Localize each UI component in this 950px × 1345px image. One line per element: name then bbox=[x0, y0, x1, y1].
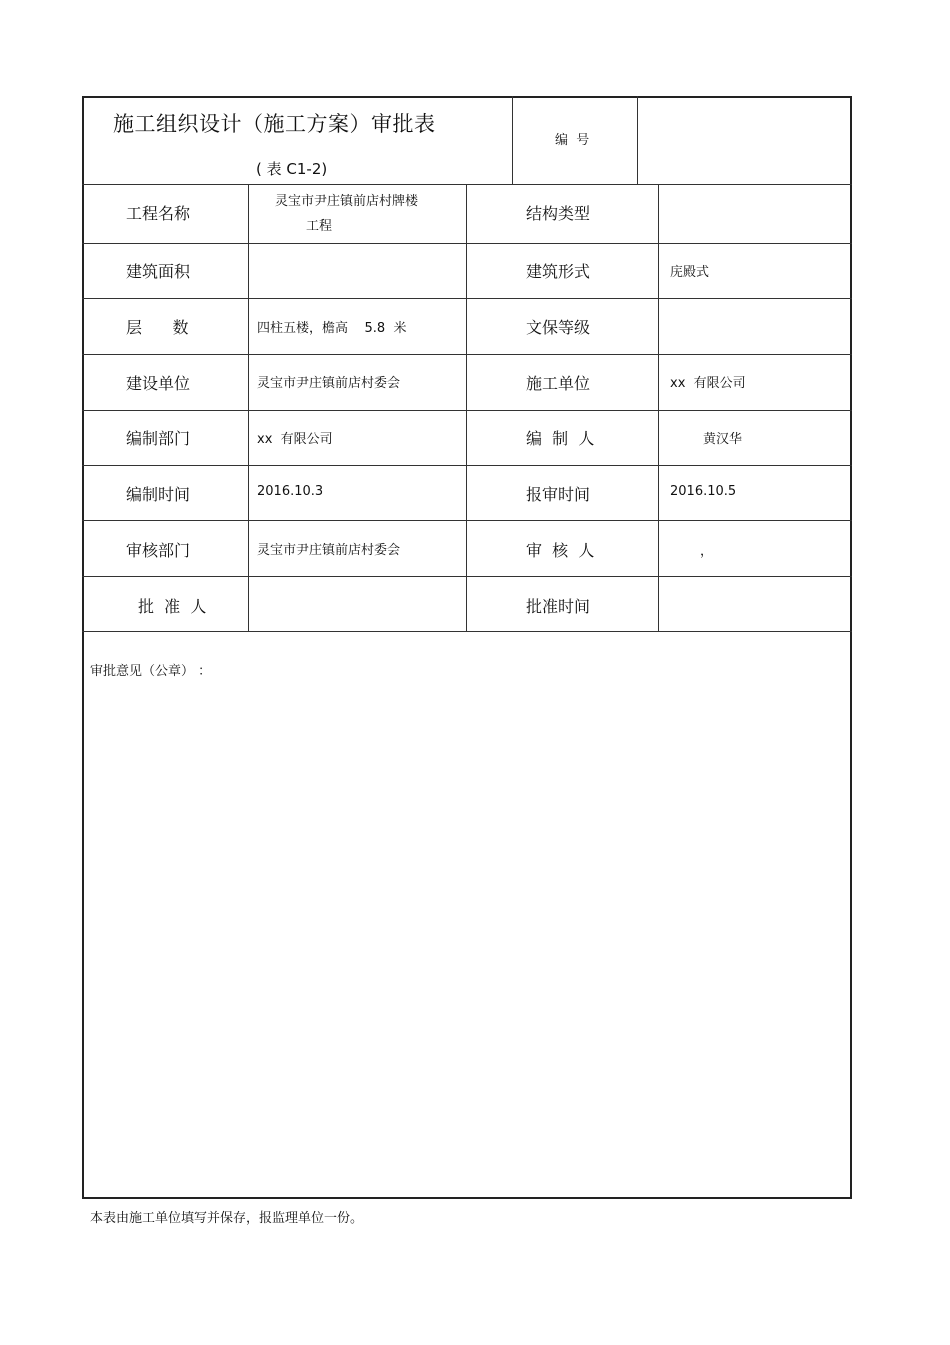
value-project-name-line1: 灵宝市尹庄镇前店村牌楼 bbox=[275, 194, 419, 209]
value-owner: 灵宝市尹庄镇前店村委会 bbox=[257, 376, 401, 391]
footer-note: 本表由施工单位填写并保存，报监理单位一份。 bbox=[90, 1211, 364, 1226]
value-preparer: 黄汉华 bbox=[703, 432, 743, 447]
value-project-name-line2: 工程 bbox=[306, 219, 333, 234]
label-preparer: 编 制 人 bbox=[526, 429, 595, 448]
value-prep-dept: xx 有限公司 bbox=[257, 432, 333, 447]
label-structure-type: 结构类型 bbox=[526, 204, 591, 223]
label-review-dept: 审核部门 bbox=[126, 541, 191, 560]
row-divider bbox=[82, 184, 852, 185]
label-submit-date: 报审时间 bbox=[526, 485, 591, 504]
label-reviewer: 审 核 人 bbox=[526, 541, 595, 560]
label-approver: 批 准 人 bbox=[138, 597, 207, 616]
value-contractor: xx 有限公司 bbox=[670, 376, 746, 391]
column-divider bbox=[658, 184, 659, 631]
value-floors: 四柱五楼，檐高 5.8 米 bbox=[257, 321, 407, 336]
value-submit-date: 2016.10.5 bbox=[670, 484, 737, 499]
form-code: ( 表 C1-2) bbox=[256, 160, 328, 178]
opinion-label: 审批意见（公章） ： bbox=[90, 664, 212, 679]
header-divider bbox=[637, 96, 638, 184]
row-divider bbox=[82, 298, 852, 299]
column-divider bbox=[248, 184, 249, 631]
opinion-area[interactable] bbox=[84, 682, 850, 1192]
label-heritage-level: 文保等级 bbox=[526, 318, 591, 337]
header-divider bbox=[512, 96, 513, 184]
row-divider bbox=[82, 520, 852, 521]
label-floors: 层 数 bbox=[126, 318, 189, 337]
value-reviewer: ， bbox=[700, 544, 714, 559]
label-building-form: 建筑形式 bbox=[526, 262, 591, 281]
label-owner: 建设单位 bbox=[126, 374, 191, 393]
value-building-form: 庑殿式 bbox=[670, 265, 710, 280]
label-prep-date: 编制时间 bbox=[126, 485, 191, 504]
column-divider bbox=[466, 184, 467, 631]
number-label: 编 号 bbox=[555, 133, 590, 148]
row-divider bbox=[82, 576, 852, 577]
label-approval-date: 批准时间 bbox=[526, 597, 591, 616]
label-contractor: 施工单位 bbox=[526, 374, 591, 393]
form-title: 施工组织设计（施工方案）审批表 bbox=[113, 112, 436, 136]
label-project-name: 工程名称 bbox=[126, 204, 191, 223]
row-divider bbox=[82, 354, 852, 355]
row-divider bbox=[82, 631, 852, 632]
value-prep-date: 2016.10.3 bbox=[257, 484, 324, 499]
row-divider bbox=[82, 243, 852, 244]
label-building-area: 建筑面积 bbox=[126, 262, 191, 281]
row-divider bbox=[82, 410, 852, 411]
value-review-dept: 灵宝市尹庄镇前店村委会 bbox=[257, 543, 401, 558]
label-prep-dept: 编制部门 bbox=[126, 429, 191, 448]
row-divider bbox=[82, 465, 852, 466]
